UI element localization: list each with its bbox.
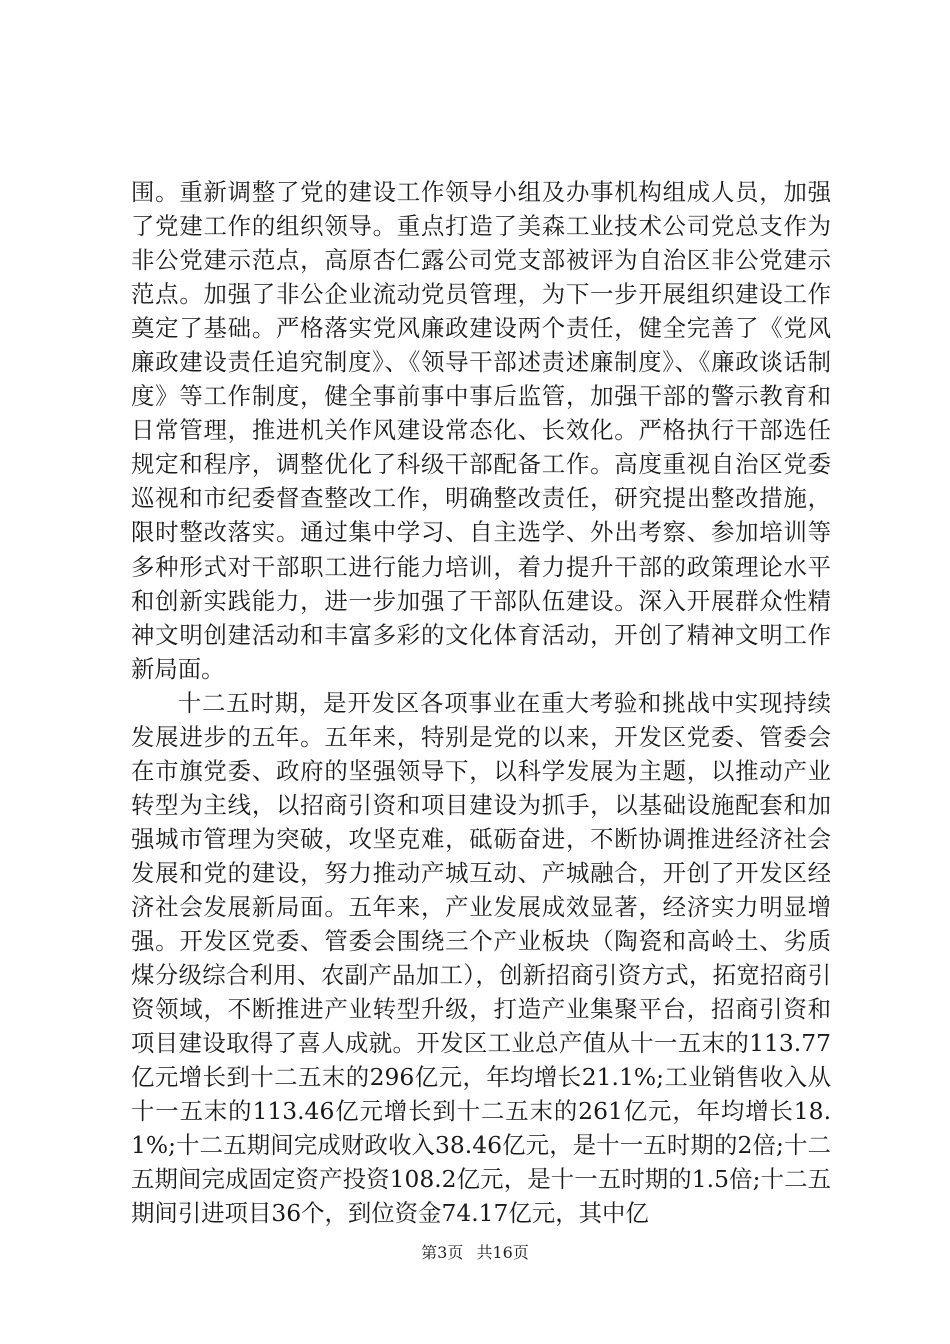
paragraph-twelfth-five-year: 十二五时期，是开发区各项事业在重大考验和挑战中实现持续发展进步的五年。五年来，特别是党的以来，开发区党委、管委会在市旗党委、政府的坚强领导下，以科学发展为主题，以推动产业转型为主线，以招商引资和项目建设为抓手，以基础设施配套和加强城市管理为突破，攻坚克难，砥砺奋进，不断协调推进经济社会发展和党的建设，努力推动产城互动、产城融合，开创了开发区经济社会发展新局面。五年来，产业发展成效显著，经济实力明显增强。开发区党委、管委会围绕三个产业板块（陶瓷和高岭土、劣质煤分级综合利用、农副产品加工），创新招商引资方式，拓宽招商引资领域，不断推进产业转型升级，打造产业集聚平台，招商引资和项目建设取得了喜人成就。开发区工业总产值从十一五末的113.77亿元增长到十二五末的296亿元，年均增长21.1%;工业销售收入从十一五末的113.46亿元增长到十二五末的261亿元，年均增长18.1%;十二五期间完成财政收入38.46亿元，是十一五时期的2倍;十二五期间完成固定资产投资108.2亿元，是十一五时期的1.5倍;十二五期间引进项目36个，到位资金74.17亿元，其中亿 [131,688,831,1228]
page-total: 共16页 [476,1243,529,1262]
page-number: 第3页 [421,1243,464,1262]
paragraph-party-building: 围。重新调整了党的建设工作领导小组及办事机构组成人员，加强了党建工作的组织领导。重点打造了美森工业技术公司党总支作为非公党建示范点，高原杏仁露公司党支部被评为自治区非公党建示范点。加强了非公企业流动党员管理，为下一步开展组织建设工作奠定了基础。严格落实党风廉政建设两个责任，健全完善了《党风廉政建设责任追究制度》、《领导干部述责述廉制度》、《廉政谈话制度》等工作制度，健全事前事中事后监管，加强干部的警示教育和日常管理，推进机关作风建设常态化、长效化。严格执行干部选任规定和程序，调整优化了科级干部配备工作。高度重视自治区党委巡视和市纪委督查整改工作，明确整改责任，研究提出整改措施，限时整改落实。通过集中学习、自主选学、外出考察、参加培训等多种形式对干部职工进行能力培训，着力提升干部的政策理论水平和创新实践能力，进一步加强了干部队伍建设。深入开展群众性精神文明创建活动和丰富多彩的文化体育活动，开创了精神文明工作新局面。 [131,178,831,683]
page-footer [0,1242,950,1264]
document-body [131,175,831,1230]
